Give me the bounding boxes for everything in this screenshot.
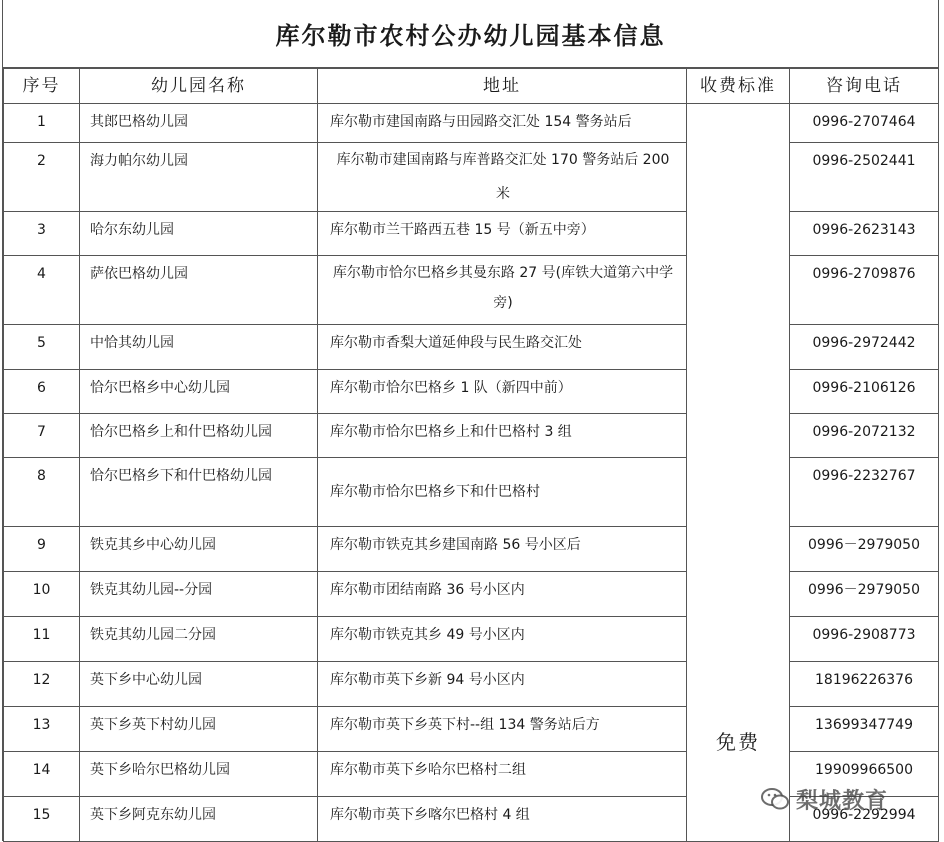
row-name: 恰尔巴格乡上和什巴格幼儿园 [80, 414, 318, 458]
row-no: 7 [4, 414, 80, 458]
table-row [4, 527, 939, 572]
row-phone: 13699347749 [790, 707, 939, 752]
header-fee: 收费标准 [687, 69, 790, 104]
row-address: 库尔勒市恰尔巴格乡 1 队（新四中前） [318, 370, 687, 414]
table-row [4, 104, 939, 143]
table-row [4, 707, 939, 752]
row-name: 恰尔巴格乡中心幼儿园 [80, 370, 318, 414]
row-address: 库尔勒市恰尔巴格乡其曼东路 27 号(库铁大道第六中学旁) [318, 256, 687, 325]
row-no: 10 [4, 572, 80, 617]
row-no: 8 [4, 458, 80, 527]
watermark-text: 梨城教育 [796, 788, 889, 814]
row-name: 铁克其幼儿园--分园 [80, 572, 318, 617]
table-row [4, 617, 939, 662]
row-address: 库尔勒市建国南路与库普路交汇处 170 警务站后 200 米 [318, 143, 687, 212]
row-address: 库尔勒市团结南路 36 号小区内 [318, 572, 687, 617]
row-phone: 19909966500 [790, 752, 939, 797]
row-name: 萨依巴格幼儿园 [80, 256, 318, 325]
row-phone: 0996-2292994 [790, 797, 939, 842]
wechat-icon [760, 786, 790, 812]
row-no: 5 [4, 325, 80, 370]
row-address: 库尔勒市建国南路与田园路交汇处 154 警务站后 [318, 104, 687, 143]
fee-cell: 免费 [687, 104, 790, 842]
row-phone: 0996－2979050 [790, 572, 939, 617]
row-address: 库尔勒市恰尔巴格乡上和什巴格村 3 组 [318, 414, 687, 458]
table-row [4, 414, 939, 458]
row-address: 库尔勒市英下乡新 94 号小区内 [318, 662, 687, 707]
row-name: 英下乡阿克东幼儿园 [80, 797, 318, 842]
row-phone: 0996-2623143 [790, 212, 939, 256]
row-phone: 0996-2232767 [790, 458, 939, 527]
row-no: 14 [4, 752, 80, 797]
row-no: 3 [4, 212, 80, 256]
row-name: 英下乡中心幼儿园 [80, 662, 318, 707]
header-phone: 咨询电话 [790, 69, 939, 104]
row-address: 库尔勒市铁克其乡建国南路 56 号小区后 [318, 527, 687, 572]
row-no: 13 [4, 707, 80, 752]
row-name: 海力帕尔幼儿园 [80, 143, 318, 212]
table-row [4, 662, 939, 707]
row-phone: 0996-2502441 [790, 143, 939, 212]
table-row [4, 458, 939, 527]
header-no: 序号 [4, 69, 80, 104]
kindergarten-table [3, 68, 939, 842]
header-name: 幼儿园名称 [80, 69, 318, 104]
row-phone: 0996-2908773 [790, 617, 939, 662]
row-no: 9 [4, 527, 80, 572]
row-address: 库尔勒市兰干路西五巷 15 号（新五中旁） [318, 212, 687, 256]
table-row [4, 256, 939, 325]
row-name: 铁克其幼儿园二分园 [80, 617, 318, 662]
row-no: 2 [4, 143, 80, 212]
row-name: 英下乡哈尔巴格幼儿园 [80, 752, 318, 797]
table-row [4, 143, 939, 212]
row-phone: 0996-2972442 [790, 325, 939, 370]
row-no: 6 [4, 370, 80, 414]
row-phone: 18196226376 [790, 662, 939, 707]
row-name: 铁克其乡中心幼儿园 [80, 527, 318, 572]
row-address: 库尔勒市英下乡英下村--组 134 警务站后方 [318, 707, 687, 752]
table-row [4, 370, 939, 414]
row-no: 1 [4, 104, 80, 143]
row-address: 库尔勒市英下乡哈尔巴格村二组 [318, 752, 687, 797]
row-phone: 0996-2707464 [790, 104, 939, 143]
row-no: 12 [4, 662, 80, 707]
row-address: 库尔勒市恰尔巴格乡下和什巴格村 [318, 458, 687, 527]
table-row [4, 572, 939, 617]
row-name: 恰尔巴格乡下和什巴格幼儿园 [80, 458, 318, 527]
table-row [4, 325, 939, 370]
row-phone: 0996-2106126 [790, 370, 939, 414]
row-name: 哈尔东幼儿园 [80, 212, 318, 256]
header-address: 地址 [318, 69, 687, 104]
table-header-row [4, 69, 939, 104]
row-no: 15 [4, 797, 80, 842]
row-address: 库尔勒市香梨大道延伸段与民生路交汇处 [318, 325, 687, 370]
row-no: 11 [4, 617, 80, 662]
page-title: 库尔勒市农村公办幼儿园基本信息 [3, 0, 938, 68]
row-name: 其郎巴格幼儿园 [80, 104, 318, 143]
watermark [760, 784, 930, 814]
row-phone: 0996-2709876 [790, 256, 939, 325]
row-address: 库尔勒市英下乡喀尔巴格村 4 组 [318, 797, 687, 842]
row-name: 英下乡英下村幼儿园 [80, 707, 318, 752]
row-address: 库尔勒市铁克其乡 49 号小区内 [318, 617, 687, 662]
row-phone: 0996-2072132 [790, 414, 939, 458]
row-name: 中恰其幼儿园 [80, 325, 318, 370]
row-no: 4 [4, 256, 80, 325]
table-row [4, 212, 939, 256]
document-sheet [2, 0, 939, 841]
row-phone: 0996－2979050 [790, 527, 939, 572]
